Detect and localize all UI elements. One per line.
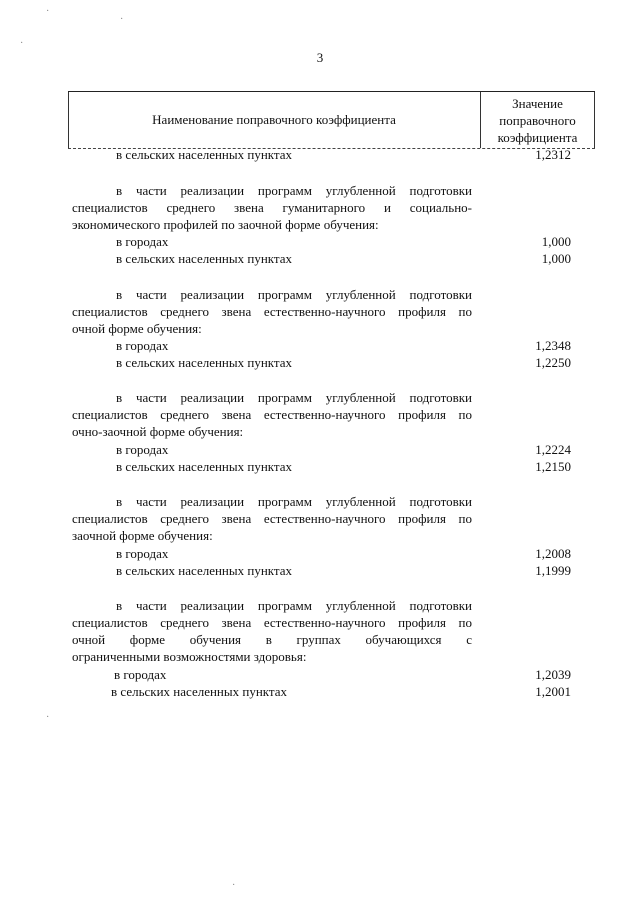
- section-paragraph: [72, 182, 472, 233]
- row-value: 1,1999: [535, 563, 571, 578]
- row-value: 1,2008: [535, 546, 571, 561]
- row-value: 1,2150: [535, 459, 571, 474]
- header-value-line: Значение: [512, 95, 563, 111]
- row-value: 1,000: [541, 234, 571, 249]
- paragraph-line: в части реализации программ углубленной подготовки: [116, 494, 472, 509]
- paragraph-line: специалистов среднего звена гуманитарного и социально-: [72, 200, 472, 215]
- row-label: в городах: [116, 546, 169, 561]
- paragraph-line: специалистов среднего звена естественно-научного профиля по: [72, 511, 472, 526]
- scan-speck: ·: [20, 38, 24, 49]
- scan-speck: ·: [46, 6, 50, 17]
- header-value-line: поправочного: [499, 112, 576, 128]
- page-number: 3: [316, 50, 324, 65]
- row-label: в сельских населенных пунктах: [116, 251, 293, 266]
- row-value: 1,2001: [535, 684, 571, 699]
- paragraph-line: в части реализации программ углубленной подготовки: [116, 287, 472, 302]
- section-paragraph: [72, 389, 472, 440]
- section-paragraph: [72, 597, 472, 665]
- header-value-line: коэффициента: [497, 129, 578, 145]
- row-label: в городах: [116, 338, 169, 353]
- row-label: в городах: [116, 442, 169, 457]
- paragraph-line: очно-заочной форме обучения:: [72, 424, 244, 439]
- scan-speck: ·: [46, 712, 50, 723]
- header-coefficient-name: [68, 92, 480, 148]
- row-value: 1,2224: [535, 442, 571, 457]
- paragraph-line: ограниченными возможностями здоровья:: [72, 649, 307, 664]
- header-coefficient-value: [480, 92, 595, 148]
- paragraph-line: очной форме обучения:: [72, 321, 202, 336]
- table-header: [68, 91, 595, 149]
- section-paragraph: [72, 493, 472, 544]
- row-label: в сельских населенных пунктах: [116, 355, 293, 370]
- row-value: 1,2250: [535, 355, 571, 370]
- row-label: в городах: [114, 667, 167, 682]
- paragraph-line: в части реализации программ углубленной подготовки: [116, 183, 472, 198]
- section-paragraph: [72, 286, 472, 337]
- paragraph-line: специалистов среднего звена естественно-научного профиля по: [72, 304, 472, 319]
- paragraph-line: специалистов среднего звена естественно-научного профиля по: [72, 615, 472, 630]
- row-value: 1,2312: [535, 147, 571, 162]
- scan-speck: ·: [120, 14, 124, 25]
- header-coefficient-name-text: Наименование поправочного коэффициента: [152, 112, 396, 127]
- paragraph-line: специалистов среднего звена естественно-научного профиля по: [72, 407, 472, 422]
- row-value: 1,000: [541, 251, 571, 266]
- row-value: 1,2348: [535, 338, 571, 353]
- row-label: в сельских населенных пунктах: [116, 459, 293, 474]
- row-label: в сельских населенных пунктах: [116, 563, 293, 578]
- row-label: в сельских населенных пунктах: [116, 147, 293, 162]
- paragraph-line: в части реализации программ углубленной подготовки: [116, 598, 472, 613]
- scan-speck: ·: [232, 880, 236, 891]
- paragraph-line: заочной форме обучения:: [72, 528, 213, 543]
- row-label: в городах: [116, 234, 169, 249]
- paragraph-line: очной форме обучения в группах обучающихся с: [72, 632, 472, 647]
- row-value: 1,2039: [535, 667, 571, 682]
- row-label: в сельских населенных пунктах: [111, 684, 288, 699]
- paragraph-line: в части реализации программ углубленной подготовки: [116, 390, 472, 405]
- paragraph-line: экономического профилей по заочной форме обучения:: [72, 217, 379, 232]
